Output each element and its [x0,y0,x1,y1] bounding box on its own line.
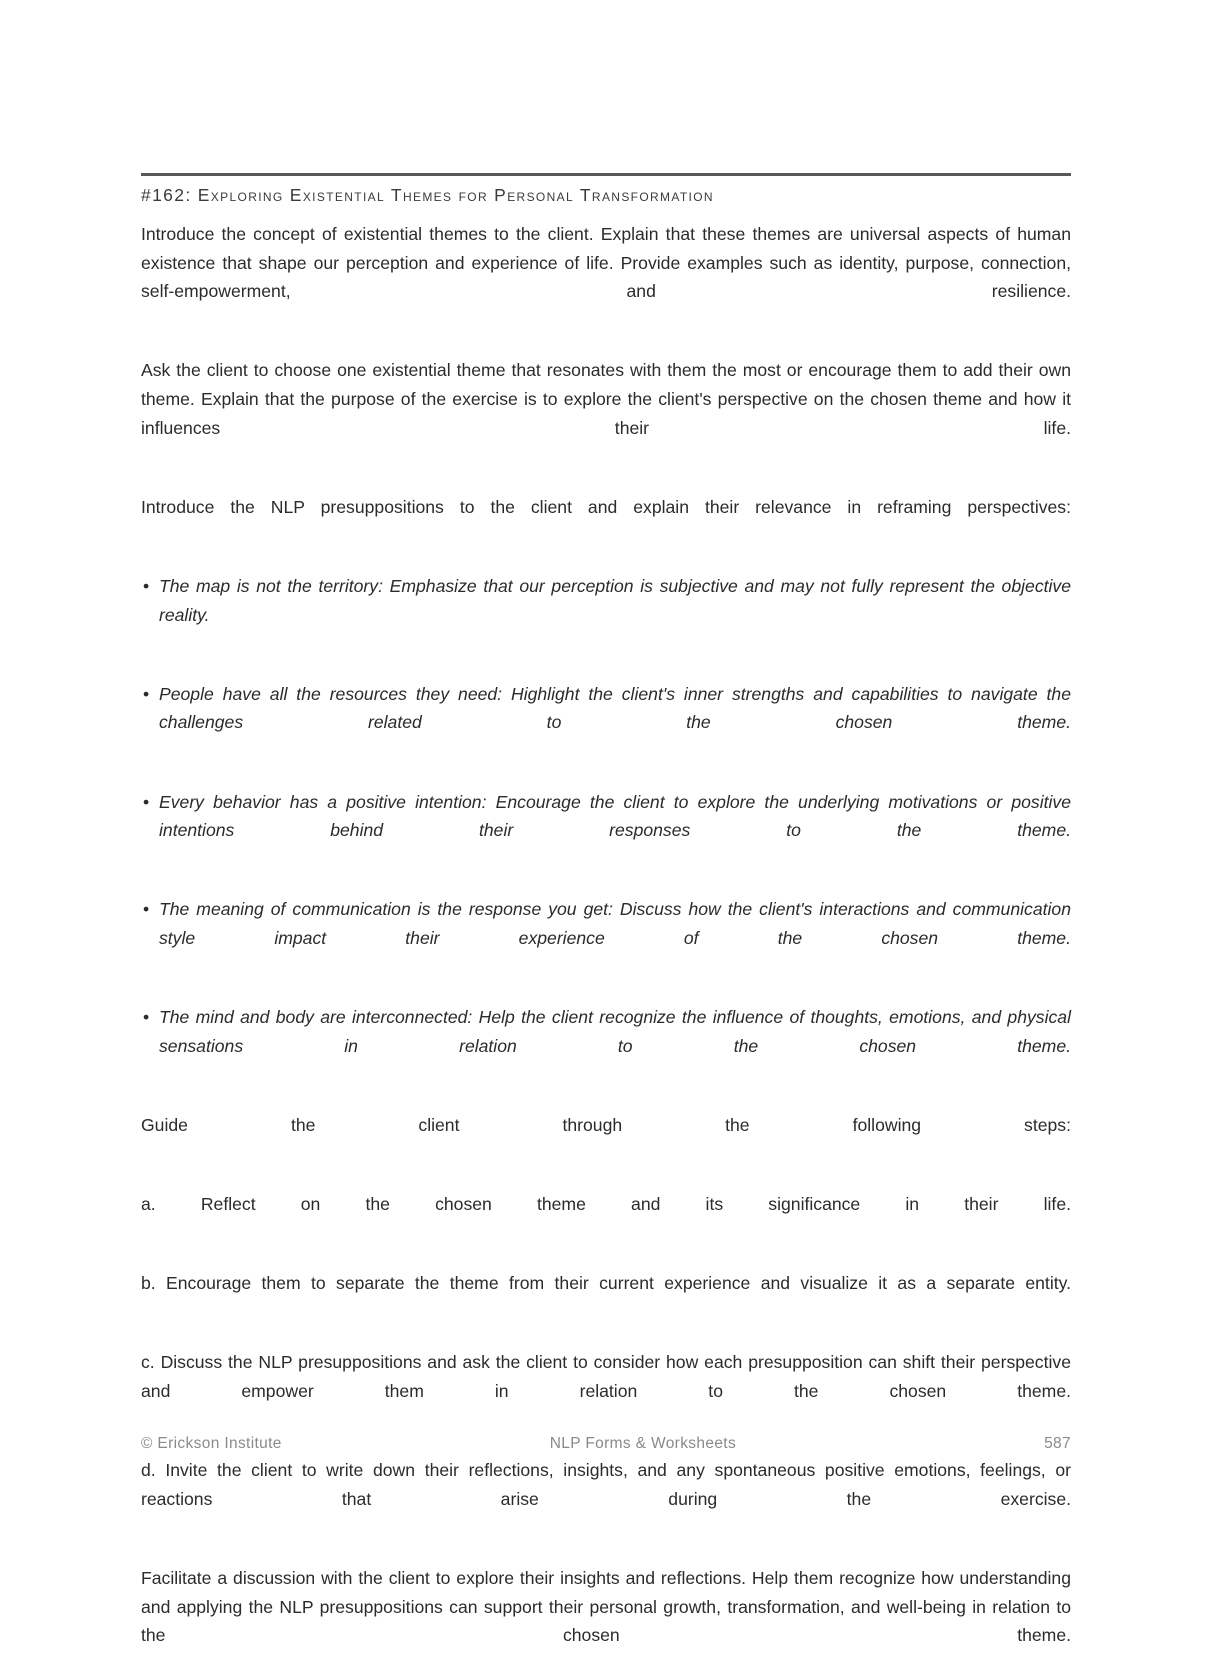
step-c: c. Discuss the NLP presuppositions and ask the client to consider how each presupposition can shift their perspective and empower them in relation to the chosen theme. [141,1352,1071,1401]
list-item-text: People have all the resources they need: Highlight the client's inner strengths and capabilities to navigate the challenges related to the chosen theme. [159,683,1071,733]
closing-paragraph: Facilitate a discussion with the client to explore their insights and reflections. Help them recognize how understanding and applying the NLP presuppositions can support their personal growth, transformation, and well-being in relation to the chosen theme. [141,1567,1071,1646]
list-item [141,572,1071,658]
bullet-icon: • [143,683,150,704]
footer-book-title: NLP Forms & Worksheets [549,1435,737,1452]
list-item-text: The mind and body are interconnected: Help the client recognize the influence of thoughts, emotions, and physical sensations in relation to the chosen theme. [159,1007,1071,1056]
bullet-icon: • [143,899,150,920]
steps-intro: Guide the client through the following steps: [141,1114,1071,1135]
intro-paragraph-1: Introduce the concept of existential themes to the client. Explain that these themes are universal aspects of human existence that shape our perception and experience of life. Provide examples such as identity, purpose, connection, self-empowerment, and resilience. [141,224,1071,302]
page-footer [141,1435,1071,1453]
page-content [141,0,1071,1646]
header-rule [141,173,1071,176]
list-item-text: Every behavior has a positive intention: Encourage the client to explore the underlying motivations or positive intentions behind their responses to the theme. [159,791,1071,841]
presuppositions-intro: Introduce the NLP presuppositions to the client and explain their relevance in reframing perspectives: [141,496,1071,517]
list-item [141,1003,1071,1089]
presuppositions-list [141,572,1071,1089]
footer-page-number: 587 [1044,1435,1071,1452]
bullet-icon: • [143,1007,150,1028]
page-title: #162: Exploring Existential Themes for Personal Transformation [141,185,714,205]
list-item [141,895,1071,981]
intro-paragraph-2: Ask the client to choose one existential theme that resonates with them the most or encourage them to add their own theme. Explain that the purpose of the exercise is to explore the client's perspective on the chosen theme and how it influences their life. [141,360,1071,438]
footer-copyright: © Erickson Institute [141,1435,282,1452]
bullet-icon: • [143,575,150,596]
list-item-text: The map is not the territory: Emphasize that our perception is subjective and may not fully represent the objective reality. [159,575,1071,625]
step-a: a. Reflect on the chosen theme and its significance in their life. [141,1194,1071,1215]
list-item [141,788,1071,874]
step-b: b. Encourage them to separate the theme from their current experience and visualize it as a separate entity. [141,1273,1071,1294]
list-item-text: The meaning of communication is the response you get: Discuss how the client's interactions and communication style impact their experience of the chosen theme. [159,899,1071,948]
bullet-icon: • [143,791,150,812]
step-d: d. Invite the client to write down their reflections, insights, and any spontaneous positive emotions, feelings, or reactions that arise during the exercise. [141,1460,1071,1509]
list-item [141,680,1071,766]
